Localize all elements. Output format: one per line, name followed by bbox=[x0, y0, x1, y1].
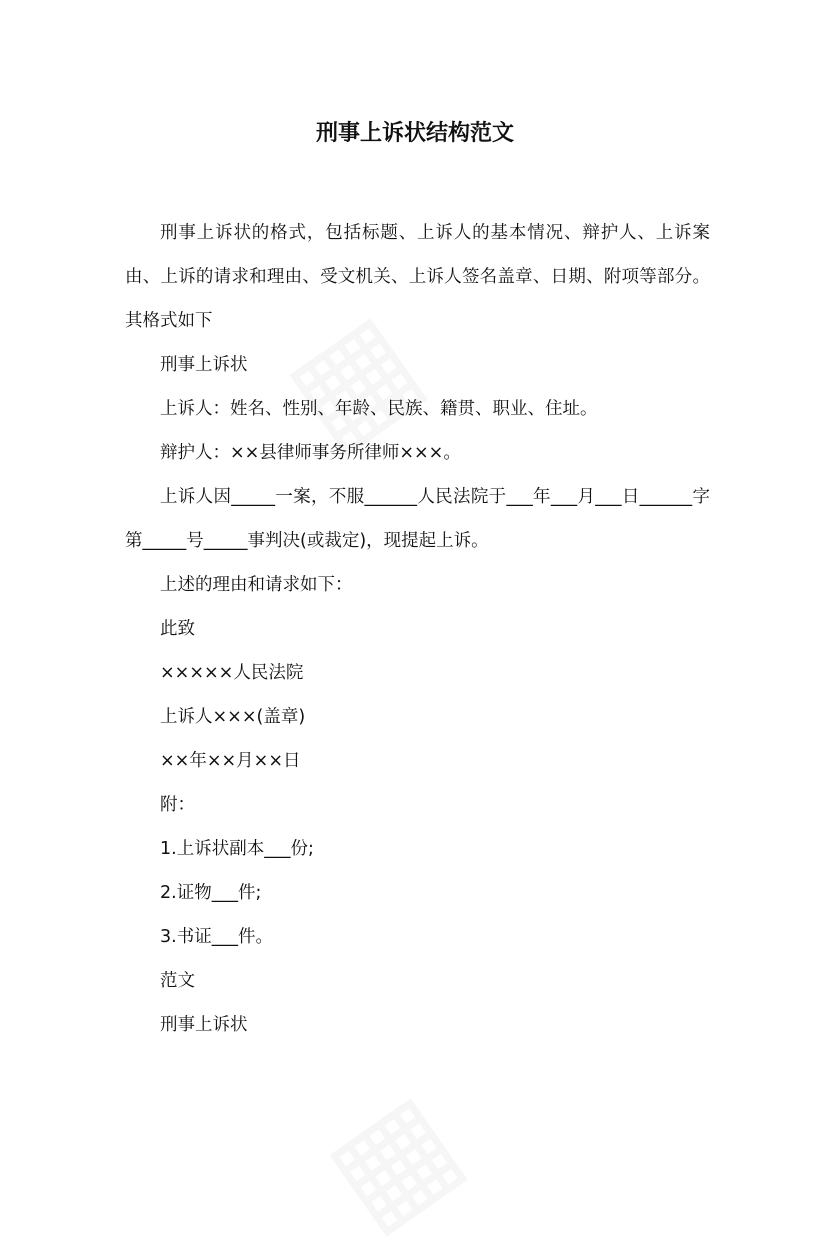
defender-line: 辩护人：××县律师事务所律师×××。 bbox=[160, 443, 461, 463]
salutation-line: 此致 bbox=[160, 619, 195, 639]
template-heading: 刑事上诉状 bbox=[160, 355, 248, 375]
signature-line: 上诉人×××(盖章) bbox=[160, 707, 306, 727]
document-body bbox=[125, 211, 710, 1047]
appeal-cause-paragraph: 上诉人因_____一案，不服______人民法院于___年___月___日______字第_____号_____事判决(或裁定)，现提起上诉。 bbox=[125, 487, 710, 551]
intro-paragraph: 刑事上诉状的格式，包括标题、上诉人的基本情况、辩护人、上诉案由、上诉的请求和理由、受文机关、上诉人签名盖章、日期、附项等部分。其格式如下 bbox=[125, 223, 710, 331]
attachment-item: 3.书证___件。 bbox=[160, 927, 273, 947]
sample-label: 范文 bbox=[160, 971, 195, 991]
watermark bbox=[298, 1056, 492, 1256]
attachment-item: 2.证物___件; bbox=[160, 883, 262, 903]
court-line: ×××××人民法院 bbox=[160, 663, 304, 683]
date-line: ××年××月××日 bbox=[160, 751, 301, 771]
appellant-line: 上诉人：姓名、性别、年龄、民族、籍贯、职业、住址。 bbox=[160, 399, 598, 419]
attachments-label: 附： bbox=[160, 795, 195, 815]
document-title: 刑事上诉状结构范文 bbox=[315, 121, 514, 146]
attachment-item: 1.上诉状副本___份; bbox=[160, 839, 314, 859]
sample-heading: 刑事上诉状 bbox=[160, 1015, 248, 1035]
reasons-line: 上述的理由和请求如下： bbox=[160, 575, 353, 595]
